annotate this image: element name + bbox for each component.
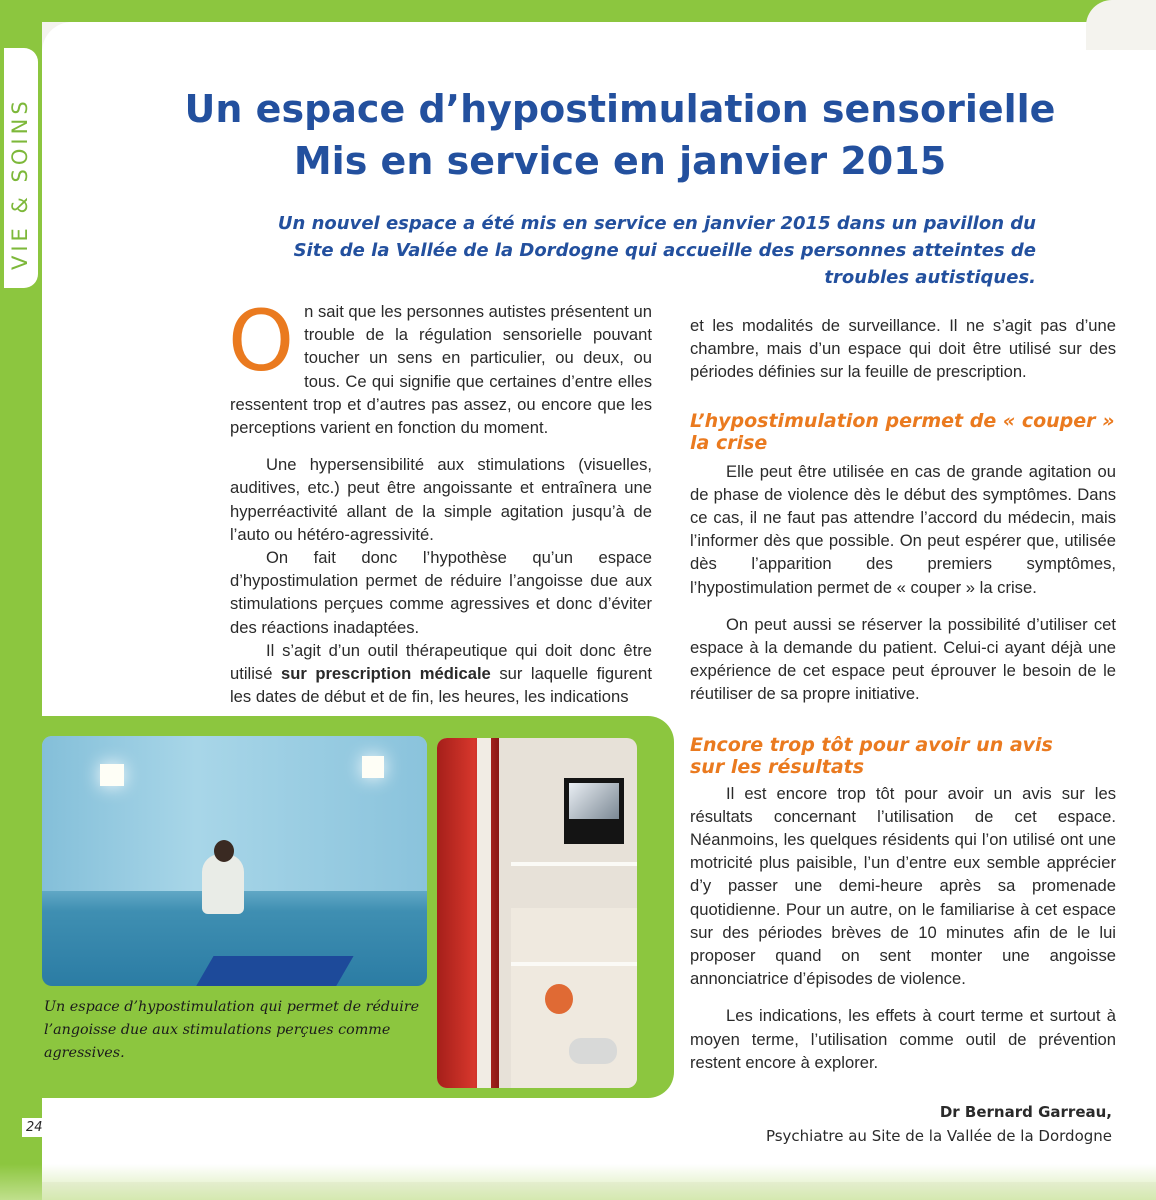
left-paragraph-4-text-a: Il s’agit d’un outil thérapeutique qui doit donc être utilisé xyxy=(230,640,652,684)
photo-caption: Un espace d’hypostimulation qui permet de réduire l’angoisse due aux stimulations perçues comme agressives. xyxy=(44,999,420,1061)
title-line-2: Mis en service en janvier 2015 xyxy=(293,139,947,183)
right-paragraph-1: et les modalités de surveillance. Il ne s’agit pas d’une chambre, mais d’un espace qui doit être utilisé sur des périodes définies sur la feuille de prescription. xyxy=(690,316,1116,382)
photo-room-cabinet xyxy=(437,738,637,1088)
author-signature xyxy=(766,1100,1112,1148)
right-paragraph-2: Elle peut être utilisée en cas de grande agitation ou de phase de violence dès le début des symptômes. Dans ce cas, il ne faut pas attendre l’accord du médecin, mais l’informer dès que possible. On peut espérer que, utilisée dès l’apparition des premiers symptômes, l’hypostimulation permet de « couper » la crise. xyxy=(690,461,1116,597)
author-role: Psychiatre au Site de la Vallée de la Dordogne xyxy=(765,1127,1112,1145)
left-column xyxy=(228,292,652,708)
drop-cap: O xyxy=(228,292,295,390)
heading-1-line-1: L’hypostimulation permet de « couper » xyxy=(690,409,1115,432)
right-paragraph-4: Il est encore trop tôt pour avoir un avis sur les résultats concernant l’utilisation de cet espace. Néanmoins, les quelques résidents qui l’on utilisé ont une motricité plus paisible, l’un d’entre eux semble apprécier d’y passer une demi-heure après sa promenade quotidienne. Pour un autre, on le familiarise à cet espace sur des périodes brèves de 10 minutes afin de le lui proposer quand on sent monter une angoisse annonciatrice d’épisodes de violence. xyxy=(690,783,1116,989)
section-label: VIE & SOINS xyxy=(8,97,32,270)
right-paragraph-3: On peut aussi se réserver la possibilité d’utiliser cet espace à la demande du patient. Celui-ci ayant déjà une expérience de cet espace peut éprouver le besoin de le réutiliser de sa propre initiative. xyxy=(690,614,1116,704)
title-line-1: Un espace d’hypostimulation sensorielle xyxy=(184,87,1056,131)
left-paragraph-4-text-b: sur laquelle figurent les dates de début et de fin, les heures, les indications xyxy=(230,664,652,707)
left-paragraph-2: Une hypersensibilité aux stimulations (visuelles, auditives, etc.) peut être angoissante et entraînera une hyperréactivité allant de la simple agitation jusqu’à de l’auto ou hétéro-agressivité. xyxy=(230,455,652,544)
left-paragraph-3: On fait donc l’hypothèse qu’un espace d’hypostimulation permet de réduire l’angoisse due aux stimulations perçues comme agressives et donc d’éviter des réactions inadaptées. xyxy=(230,548,652,637)
right-paragraph-5: Les indications, les effets à court terme et surtout à moyen terme, l’utilisation comme outil de prévention restent encore à explorer. xyxy=(690,1006,1116,1072)
heading-couper-la-crise xyxy=(690,410,1116,454)
left-paragraph-1-text: n sait que les personnes autistes présentent un trouble de la régulation sensorielle pouvant toucher un sens en particulier, ou deux, ou tous. Ce qui signifie que certaines d’entre elles ressentent trop et d’autres pas assez, ou encore que les perceptions varient en fonction du moment. xyxy=(230,302,652,438)
heading-2-line-1: Encore trop tôt pour avoir un avis xyxy=(690,733,1053,756)
lead-paragraph: Un nouvel espace a été mis en service en janvier 2015 dans un pavillon du Site de la Vallée de la Dordogne qui accueille des personnes atteintes de troubles autistiques. xyxy=(277,213,1036,288)
heading-1-line-2: la crise xyxy=(690,431,768,454)
prescription-emphasis: sur prescription médicale xyxy=(280,664,491,684)
photo-hypostimulation-room xyxy=(42,736,427,986)
left-paragraph-4 xyxy=(230,639,652,709)
left-paragraph-1 xyxy=(228,292,652,439)
heading-2-line-2: sur les résultats xyxy=(690,755,865,778)
green-frame-bottom xyxy=(0,1164,1156,1200)
right-column xyxy=(690,314,1116,1074)
author-name: Dr Bernard Garreau, xyxy=(939,1103,1112,1121)
frame-corner xyxy=(1086,0,1156,50)
page-number: 24 xyxy=(22,1118,47,1137)
green-frame-top xyxy=(0,0,1156,22)
heading-resultats xyxy=(690,734,1116,778)
